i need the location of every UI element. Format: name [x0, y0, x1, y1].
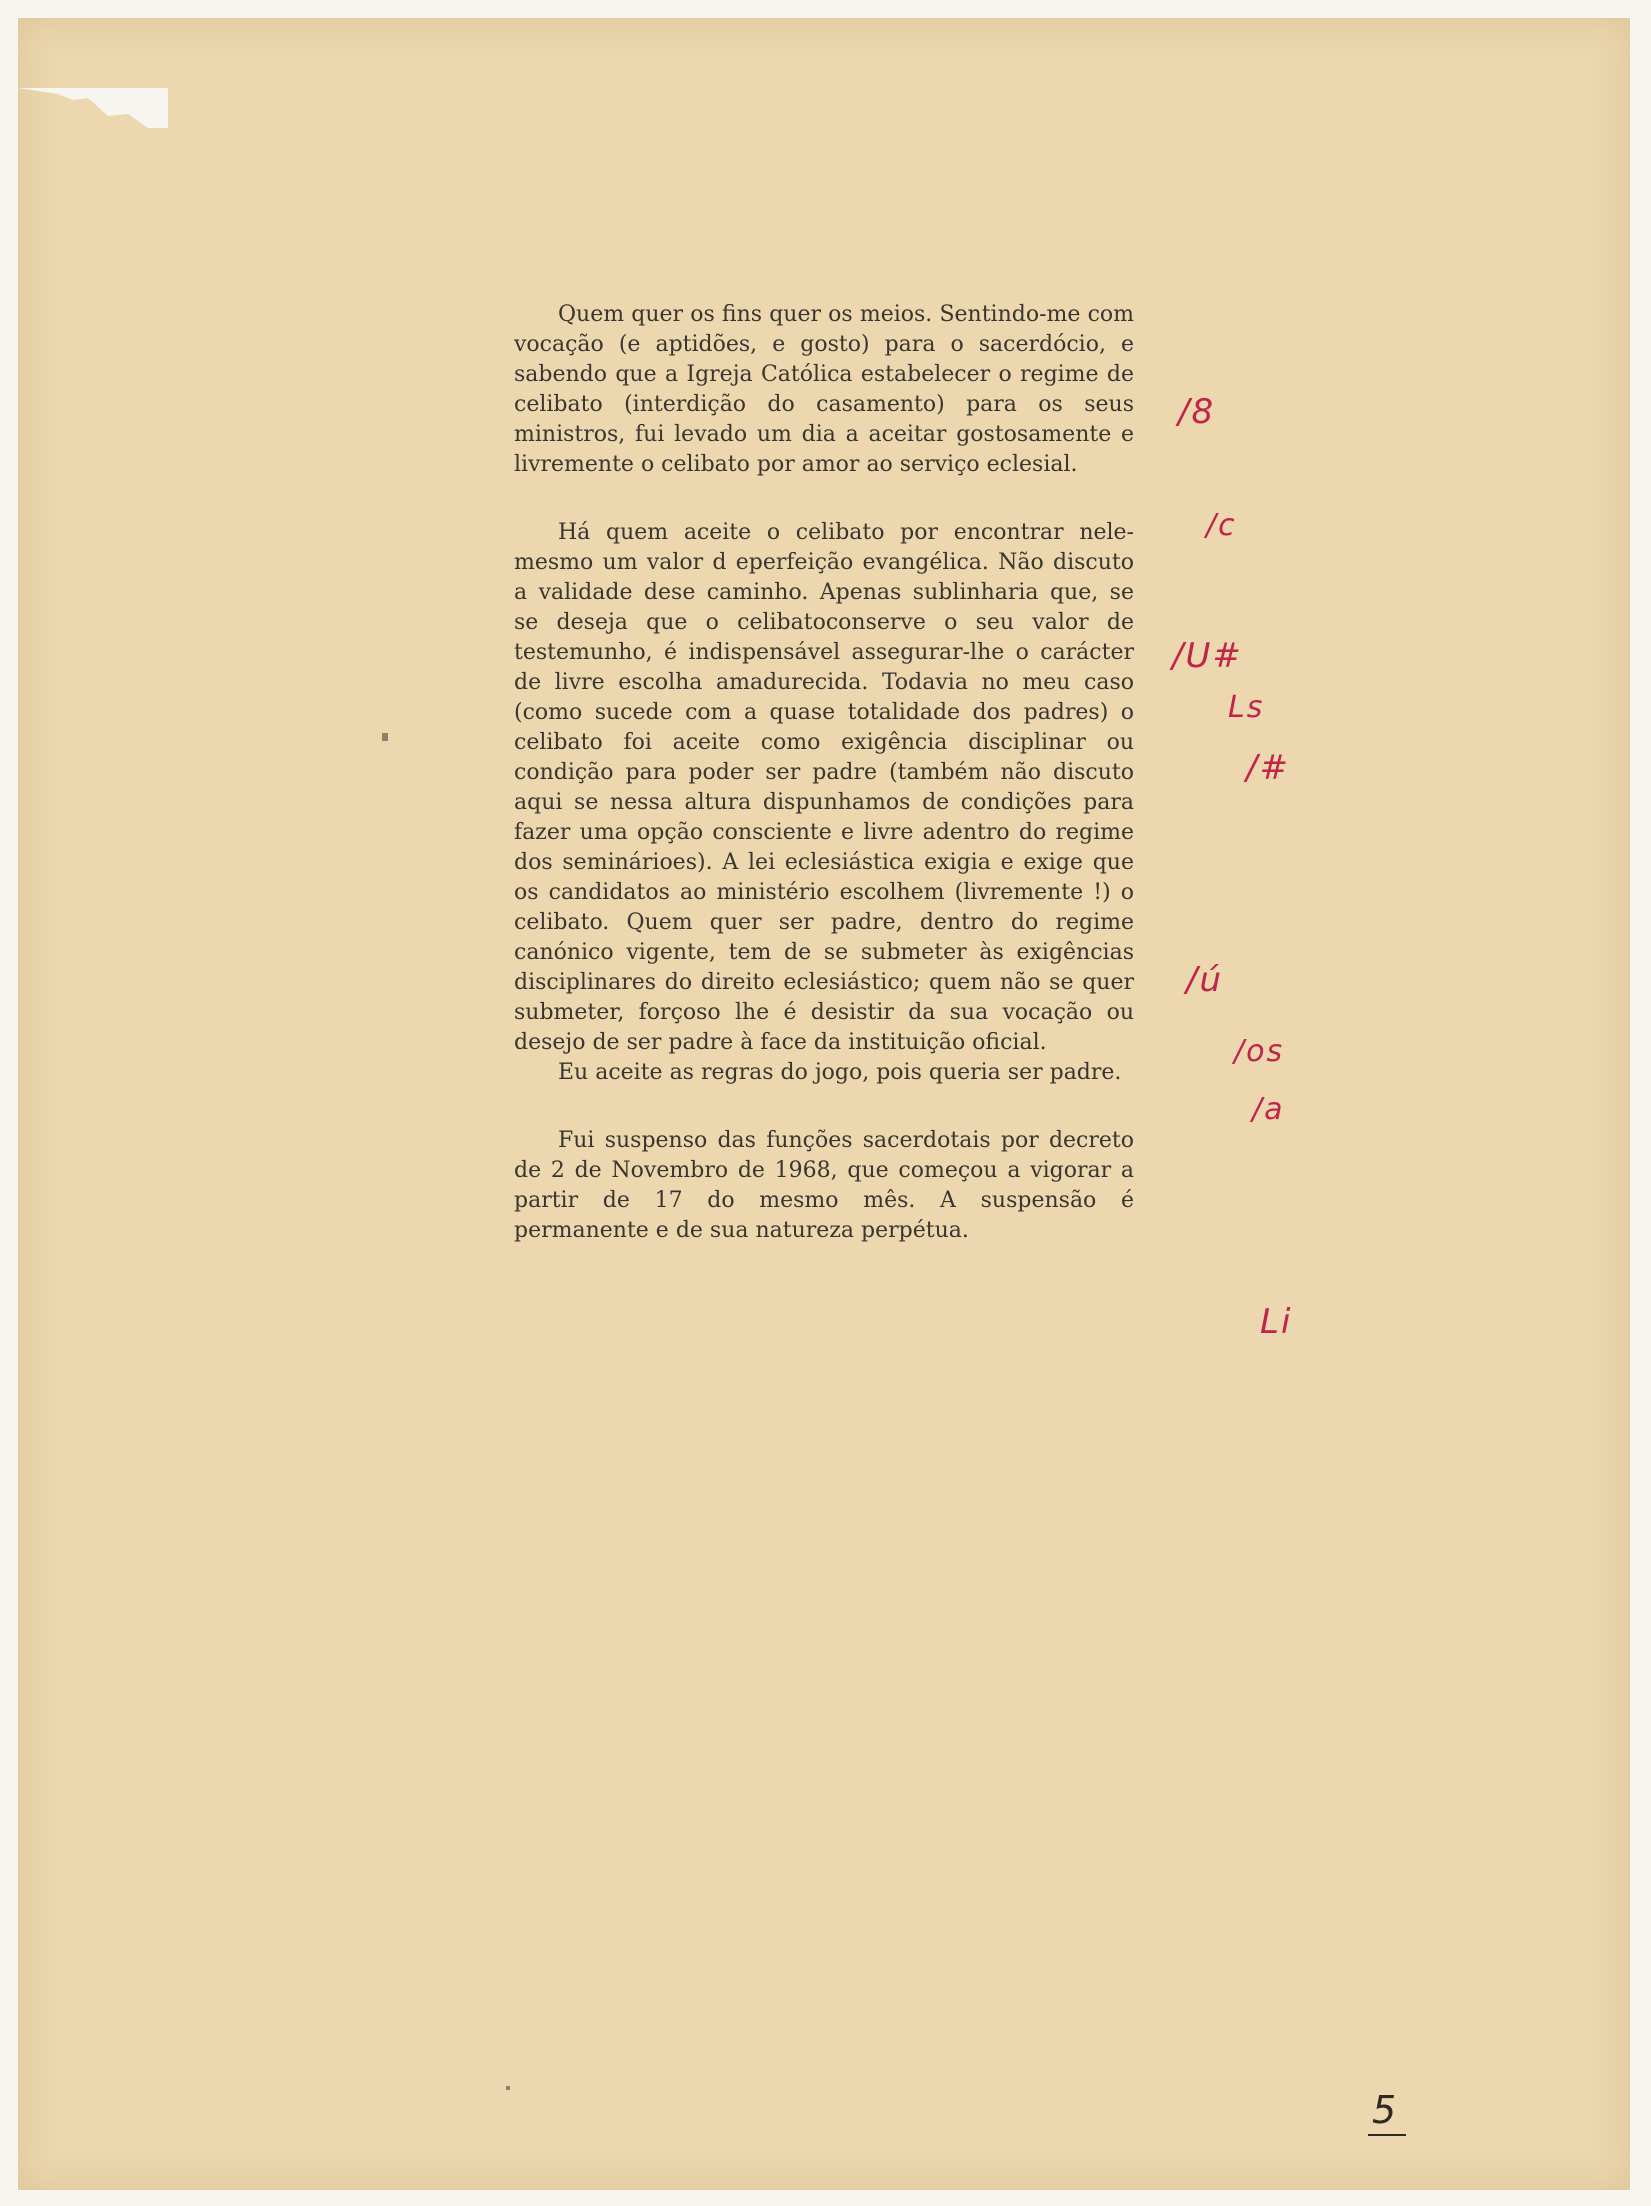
- proof-mark: /os: [1234, 1034, 1285, 1069]
- proof-mark: /8: [1178, 392, 1216, 432]
- proof-mark: /c: [1206, 508, 1237, 543]
- paragraph-vocation: Quem quer os fins quer os meios. Sentindo-me com vocação (e aptidões, e gosto) para o sacerdócio, e sabendo que a Igreja Católica estabelecer o regime de celibato (interdição do casamento) para os seus ministros, fui levado um dia a aceitar gostosamente e livremente o celibato por amor ao serviço eclesial.: [514, 302, 1134, 477]
- paragraph-celibacy-choice: Há quem aceite o celibato por encontrar nele-mesmo um valor d eperfeição evangélica. Não discuto a validade dese caminho. Apenas sublinharia que, se se deseja que o celibatoconserve o seu valor de testemunho, é indispensável assegurar-lhe o carácter de livre escolha amadurecida. Todavia no meu caso (como sucede com a quase totalidade dos padres) o celibato foi aceite como exigência disciplinar ou condição para poder ser padre (também não discuto aqui se nessa altura dispunhamos de condições para fazer uma opção consciente e livre adentro do regime dos seminárioes). A lei eclesiástica exigia e exige que os candidatos ao ministério escolhem (livremente !) o celibato. Quem quer ser padre, dentro do regime canónico vigente, tem de se submeter às exigências disciplinares do direito eclesiástico; quem não se quer submeter, forçoso lhe é desistir da sua vocação ou desejo de ser padre à face da instituição oficial.: [514, 520, 1134, 1055]
- proof-mark: Ls: [1228, 690, 1265, 725]
- proof-mark: /ú: [1186, 960, 1224, 1000]
- stray-mark: [382, 733, 388, 741]
- stray-mark: [506, 2086, 510, 2090]
- proof-mark: /#: [1246, 748, 1290, 788]
- typed-text-block: [514, 300, 1134, 1246]
- proof-mark: /a: [1252, 1092, 1285, 1127]
- page-number: 5: [1368, 2088, 1406, 2136]
- paragraph-suspension: Fui suspenso das funções sacerdotais por decreto de 2 de Novembro de 1968, que começou a vigorar a partir de 17 do mesmo mês. A suspensão é permanente e de sua natureza perpétua.: [514, 1128, 1134, 1243]
- proof-mark: /U#: [1172, 636, 1243, 676]
- paragraph-accepted-rules: Eu aceite as regras do jogo, pois queria ser padre.: [558, 1060, 1122, 1085]
- torn-corner: [18, 88, 168, 158]
- proof-mark: Li: [1260, 1302, 1293, 1342]
